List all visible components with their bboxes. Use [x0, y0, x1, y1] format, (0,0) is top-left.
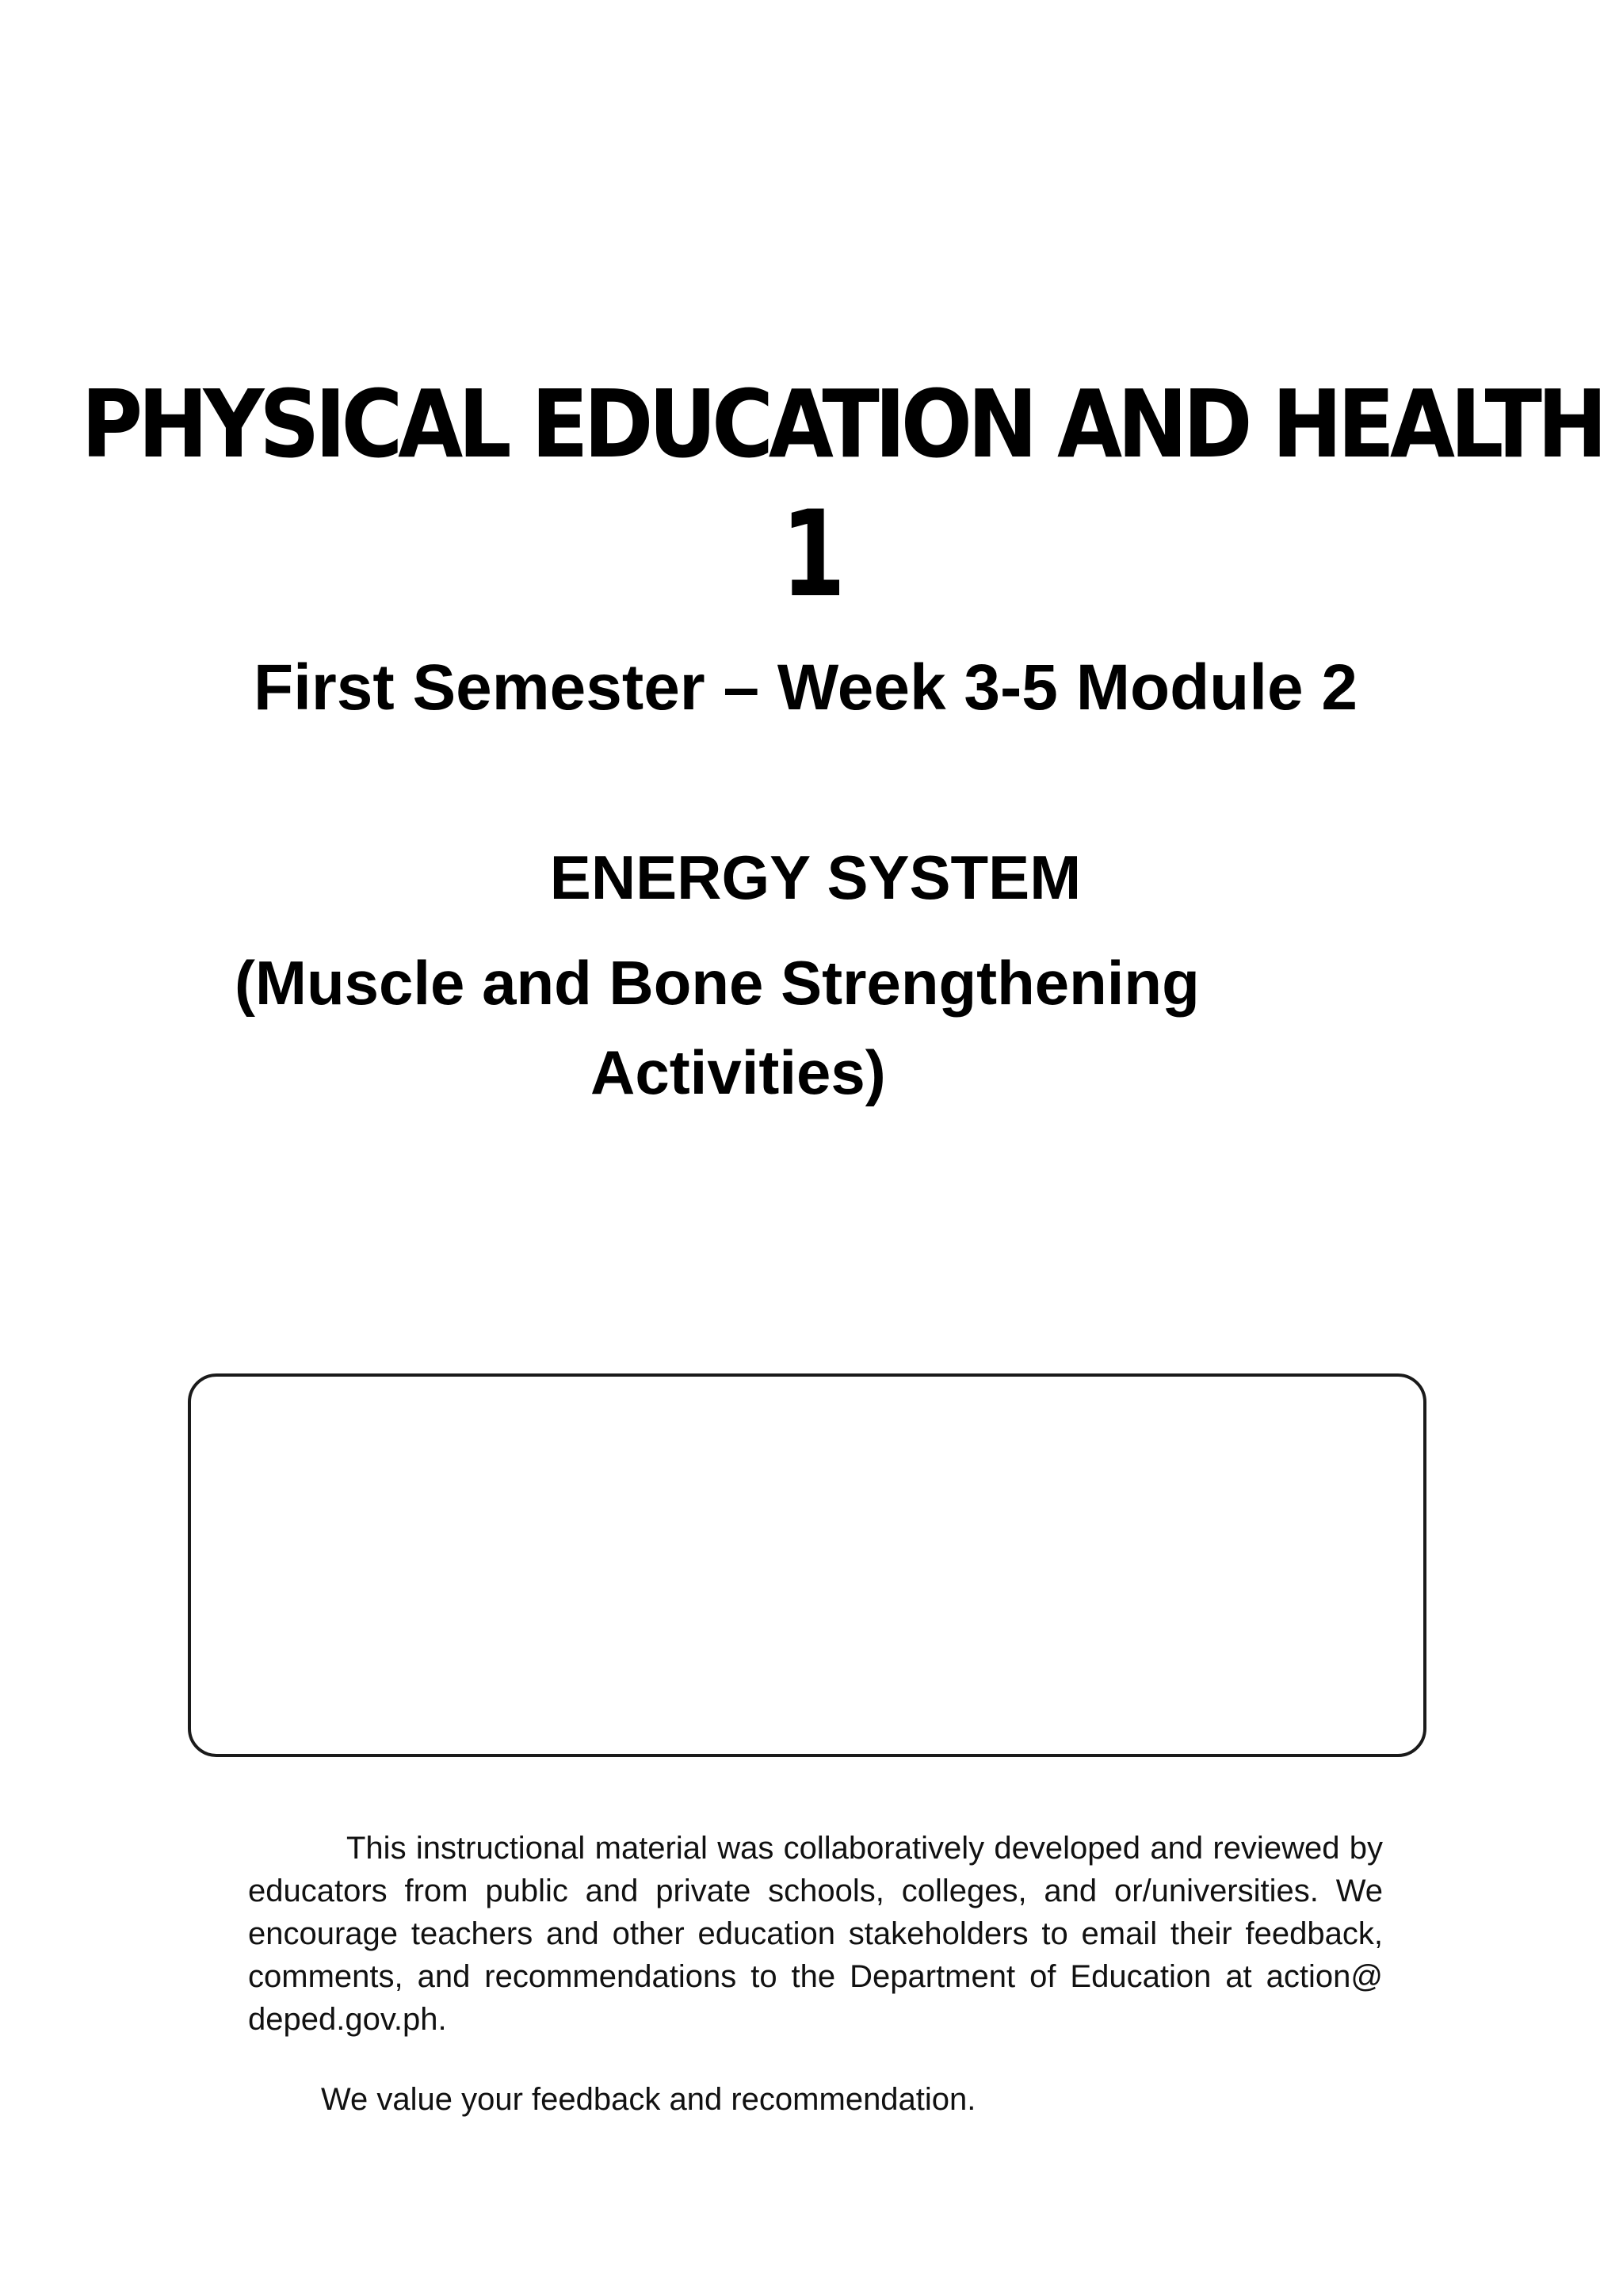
disclaimer-paragraph: This instructional material was collaboratively developed and reviewed by educators from public and private schools, colleges, and or/universities. We encourage teachers and other education stakeholders to email their feedback, comments, and recommendations to the Department of Education at action@ deped.gov.ph.: [248, 1831, 1383, 2037]
subtitle-line-2: Activities): [590, 1037, 886, 1107]
title-number: 1: [781, 486, 842, 624]
subtitle-line-1: (Muscle and Bone Strengthening: [235, 948, 1200, 1018]
subject-title: ENERGY SYSTEM: [549, 842, 1082, 912]
main-title: PHYSICAL EDUCATION AND HEALTH: [81, 369, 1603, 479]
semester-module-line: First Semester – Week 3-5 Module 2: [254, 651, 1358, 724]
blank-rounded-box: [188, 1373, 1426, 1757]
closing-line: We value your feedback and recommendation.: [321, 2082, 976, 2117]
